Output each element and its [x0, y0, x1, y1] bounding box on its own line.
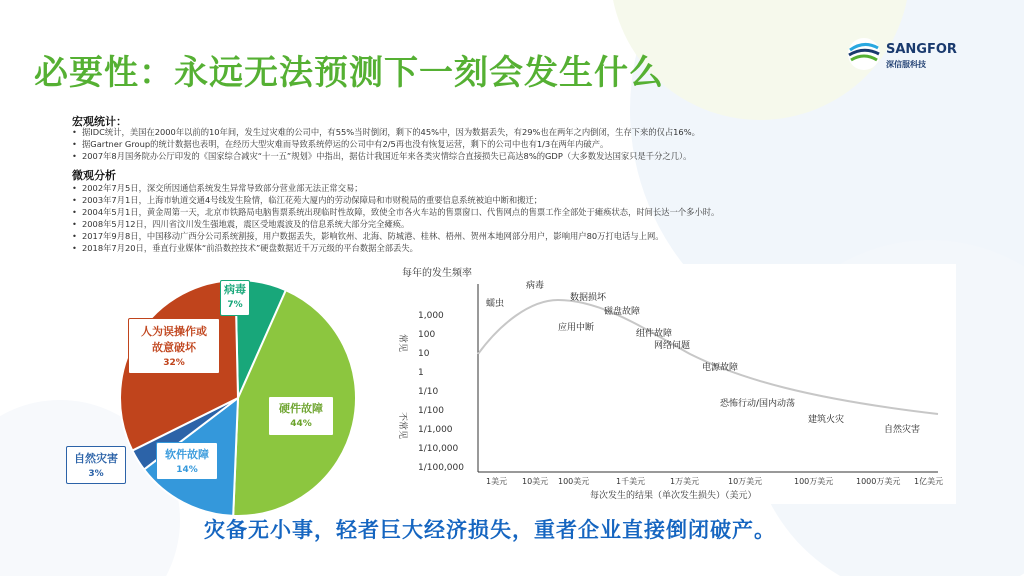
macro-heading: 宏观统计： — [72, 115, 127, 128]
callout-label: 病毒 — [224, 283, 246, 296]
x-tick-label: 1000万美元 — [856, 477, 901, 486]
callout-pct: 7% — [227, 300, 243, 310]
callout-label: 人为误操作或 — [141, 325, 207, 338]
x-tick-label: 1美元 — [486, 477, 508, 486]
y-tick-label: 100 — [418, 330, 436, 340]
callout-label: 软件故障 — [165, 448, 209, 461]
callout-label-line2: 故意破坏 — [152, 341, 196, 354]
micro-heading: 微观分析 — [72, 169, 116, 182]
list-item: • 2007年8月国务院办公厅印发的《国家综合减灾“十一五”规划》中指出，据估计我国近年来各类灾情综合直接损失已高达8%的GDP（大多数发达国家只是千分之几）。 — [72, 150, 952, 162]
logo-name: SANGFOR — [886, 42, 957, 57]
x-tick-label: 1亿美元 — [914, 477, 944, 486]
list-item: • 2008年5月12日，四川省汶川发生强地震，震区受地震波及的信息系统大部分完全瘫痪。 — [72, 218, 952, 230]
x-tick-label: 1万美元 — [670, 477, 700, 486]
annotation-label: 组件故障 — [636, 329, 673, 339]
annotation-label: 蠕虫 — [486, 299, 505, 309]
callout-hardware — [268, 396, 334, 436]
callout-pct: 3% — [88, 469, 104, 479]
list-item: • 2004年5月1日，黄金周第一天，北京市铁路局电脑售票系统出现临时性故障，致使全市各火车站的售票窗口、代售网点的售票工作全部处于瘫痪状态，时间长达一个多小时。 — [72, 206, 952, 218]
footer-conclusion: 灾备无小事，轻者巨大经济损失，重者企业直接倒闭破产。 — [204, 518, 776, 542]
annotation-label: 病毒 — [526, 281, 545, 291]
annotation-label: 建筑火灾 — [808, 415, 845, 425]
y-label-top: 常见 — [397, 334, 407, 353]
y-tick-label: 1/10,000 — [418, 444, 459, 454]
y-tick-label: 1/1,000 — [418, 425, 453, 435]
x-tick-label: 100美元 — [558, 477, 590, 486]
frequency-curve — [478, 300, 938, 414]
x-tick-label: 10美元 — [522, 477, 549, 486]
callout-label: 自然灾害 — [74, 452, 118, 465]
x-ticks — [486, 476, 943, 486]
annotation-label: 数据损坏 — [570, 293, 607, 303]
y-tick-label: 1,000 — [418, 311, 444, 321]
x-tick-label: 100万美元 — [794, 477, 834, 486]
y-tick-label: 1/10 — [418, 387, 439, 397]
macro-list — [72, 126, 952, 162]
list-item: • 据IDC统计，美国在2000年以前的10年间，发生过灾难的公司中，有55%当时倒闭，剩下的45%中，因为数据丢失，有29%也在两年之内倒闭，生存下来的仅占16%。 — [72, 126, 952, 138]
page-title: 必要性：永远无法预测下一刻会发生什么 — [34, 53, 664, 93]
callout-human-error — [128, 318, 220, 374]
y-tick-label: 1/100 — [418, 406, 444, 416]
frequency-chart-svg — [390, 264, 956, 504]
list-item: • 2003年7月1日，上海市轨道交通4号线发生险情，临江花苑大厦内的劳动保障局和市财税局的重要信息系统被迫中断和搬迁； — [72, 194, 952, 206]
logo-subtitle: 深信服科技 — [886, 60, 926, 69]
frequency-chart — [390, 264, 956, 504]
annotation-label: 应用中断 — [558, 323, 595, 333]
y-tick-label: 10 — [418, 349, 430, 359]
annotation-label: 电源故障 — [702, 363, 739, 373]
y-tick-label: 1 — [418, 368, 424, 378]
x-axis-label: 每次发生的结果（单次发生损失）（美元） — [590, 491, 757, 501]
list-item: • 2002年7月5日，深交所因通信系统发生异常导致部分营业部无法正常交易； — [72, 182, 952, 194]
x-tick-label: 1千美元 — [616, 477, 646, 486]
callout-software — [156, 442, 218, 480]
callout-virus — [220, 280, 250, 316]
micro-list — [72, 182, 952, 254]
callout-pct: 14% — [176, 465, 198, 475]
list-item: • 2017年9月8日，中国移动广西分公司系统割接，用户数据丢失，影响钦州、北海、防城港、桂林、梧州、贺州本地网部分用户，影响用户80万打电话与上网。 — [72, 230, 952, 242]
list-item: • 据Gartner Group的统计数据也表明，在经历大型灾难而导致系统停运的公司中有2/5再也没有恢复运营，剩下的公司中也有1/3在两年内破产。 — [72, 138, 952, 150]
callout-natural — [66, 446, 126, 484]
pie-chart — [60, 268, 360, 518]
x-tick-label: 10万美元 — [728, 477, 763, 486]
annotation-label: 恐怖行动/国内动荡 — [720, 399, 796, 409]
chart-title: 每年的发生频率 — [402, 268, 472, 279]
list-item: • 2018年7月20日，垂直行业媒体“前沿数控技术”硬盘数据近千万元级的平台数据全部丢失。 — [72, 242, 952, 254]
callout-pct: 44% — [290, 419, 312, 429]
logo-icon — [846, 36, 882, 72]
y-label-bottom: 不常见 — [397, 412, 407, 440]
y-ticks — [418, 311, 464, 473]
callout-label: 硬件故障 — [279, 402, 323, 415]
y-tick-label: 1/100,000 — [418, 463, 464, 473]
annotation-label: 磁盘故障 — [604, 307, 641, 317]
annotation-label: 网络问题 — [654, 341, 691, 351]
sangfor-logo — [846, 36, 956, 76]
callout-pct: 32% — [163, 358, 185, 368]
annotation-label: 自然灾害 — [884, 425, 921, 435]
